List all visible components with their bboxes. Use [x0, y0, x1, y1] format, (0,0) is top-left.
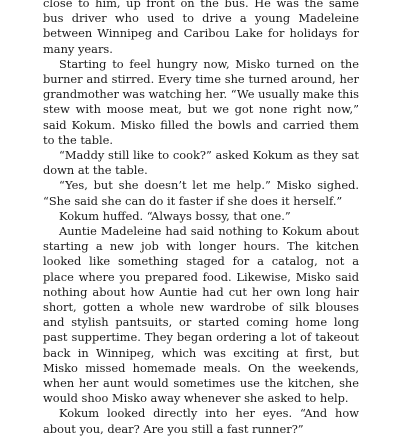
paragraph-fast-runner: Kokum looked directly into her eyes. “And how about you, dear? Are you still a fast runner?” [43, 406, 359, 436]
paragraph-maddy-cook: “Maddy still like to cook?” asked Kokum as they sat down at the table. [43, 148, 359, 178]
paragraph-misko-sighed: “Yes, but she doesn’t let me help.” Misko sighed. “She said she can do it faster if she does it herself.” [43, 178, 359, 208]
paragraph-bus-driver: close to him, up front on the bus. He was the same bus driver who used to drive a young Madeleine between Winnipeg and Caribou Lake for holidays for many years. [43, 0, 359, 56]
paragraph-kokum-huffed: Kokum huffed. “Always bossy, that one.” [59, 208, 291, 223]
paragraph-auntie-madeleine: Auntie Madeleine had said nothing to Kokum about starting a new job with longer hours. The kitchen looked like something staged for a catalog, not a place where you prepared food. Likewise, Misko said nothing about how Auntie had cut her own long hair short, gotten a whole new wardrobe of silk blouses and stylish pantsuits, or started coming home long past suppertime. They began ordering a lot of takeout back in Winnipeg, which was exciting at first, but Misko missed homemade meals. On the weekends, when her aunt would sometimes use the kitchen, she would shoo Misko away whenever she asked to help. [43, 224, 359, 406]
book-page-text [43, 0, 359, 437]
paragraph-stew: Starting to feel hungry now, Misko turned on the burner and stirred. Every time she turned around, her grandmother was watching her. “We usually make this stew with moose meat, but we got none right now,” said Kokum. Misko filled the bowls and carried them to the table. [43, 56, 359, 147]
